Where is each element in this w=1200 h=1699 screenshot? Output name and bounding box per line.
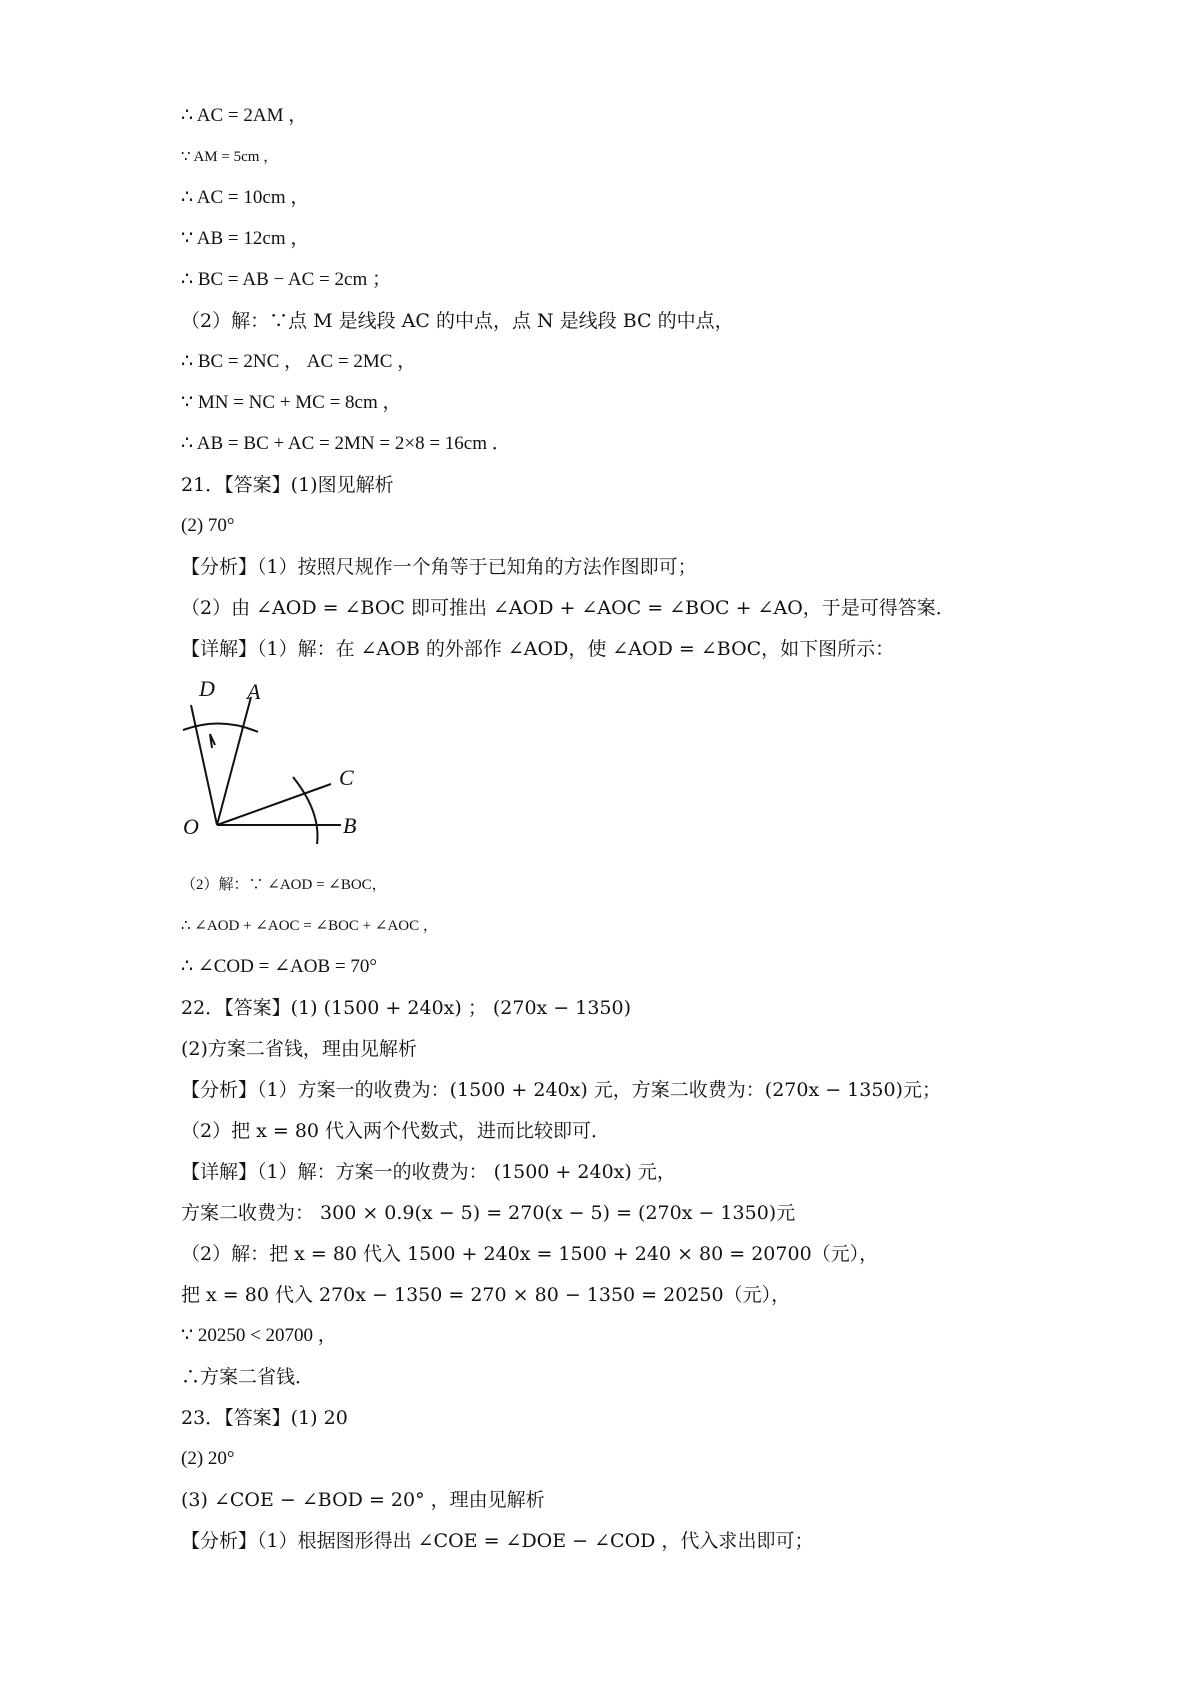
answer-heading: 22．【答案】(1) (1500 + 240x) ； (270x − 1350) bbox=[181, 997, 632, 1019]
text-line: ∴ BC = AB − AC = 2cm ； bbox=[181, 269, 391, 290]
analysis-line: 【分析】（1）方案一的收费为：(1500 + 240x) 元，方案二收费为：(270x − 1350)元； bbox=[181, 1079, 941, 1101]
text-line: ∵ AB = 12cm ， bbox=[181, 228, 310, 249]
text-line: （2）把 x = 80 代入两个代数式，进而比较即可． bbox=[181, 1120, 611, 1142]
text-line: （2）解：∵点 M 是线段 AC 的中点，点 N 是线段 BC 的中点， bbox=[181, 310, 734, 332]
text-line: ∴方案二省钱． bbox=[181, 1366, 315, 1388]
label-c: C bbox=[339, 765, 354, 790]
construction-mark bbox=[210, 734, 215, 748]
text-line: （2）解：∵ ∠AOD = ∠BOC， bbox=[181, 877, 387, 893]
ray-oc bbox=[217, 784, 331, 825]
label-o: O bbox=[183, 814, 199, 839]
text-line: (3) ∠COE − ∠BOD = 20° ，理由见解析 bbox=[181, 1489, 545, 1511]
text-line: ∴ ∠COD = ∠AOB = 70° bbox=[181, 956, 377, 977]
text-line: ∴ ∠AOD + ∠AOC = ∠BOC + ∠AOC ， bbox=[181, 918, 438, 934]
text-line: 把 x = 80 代入 270x − 1350 = 270 × 80 − 1350 = 20250（元）， bbox=[181, 1284, 791, 1306]
angle-construction-figure bbox=[181, 672, 391, 847]
ray-oa bbox=[217, 697, 251, 825]
answer-heading: 21．【答案】(1)图见解析 bbox=[181, 474, 394, 496]
text-line: (2) 20° bbox=[181, 1448, 235, 1469]
text-line: ∴ AC = 2AM ， bbox=[181, 105, 308, 126]
text-line: ∴ BC = 2NC ， AC = 2MC ， bbox=[181, 351, 417, 372]
text-line: 方案二收费为： 300 × 0.9(x − 5) = 270(x − 5) = (270x − 1350)元 bbox=[181, 1202, 796, 1224]
text-line: ∵ MN = NC + MC = 8cm ， bbox=[181, 392, 402, 413]
detail-line: 【详解】（1）解：方案一的收费为： (1500 + 240x) 元， bbox=[181, 1161, 676, 1183]
text-line: ∴ AB = BC + AC = 2MN = 2×8 = 16cm ． bbox=[181, 433, 511, 454]
text-line: (2) 70° bbox=[181, 515, 235, 536]
text-line: (2)方案二省钱，理由见解析 bbox=[181, 1038, 417, 1060]
label-d: D bbox=[199, 676, 215, 701]
analysis-line: 【分析】（1）按照尺规作一个角等于已知角的方法作图即可； bbox=[181, 556, 697, 578]
answer-heading: 23．【答案】(1) 20 bbox=[181, 1407, 348, 1429]
analysis-line: 【分析】（1）根据图形得出 ∠COE = ∠DOE − ∠COD ，代入求出即可； bbox=[181, 1530, 814, 1552]
arc-upper bbox=[183, 723, 258, 732]
text-line: （2）解：把 x = 80 代入 1500 + 240x = 1500 + 240 × 80 = 20700（元）， bbox=[181, 1243, 879, 1265]
text-line: ∵ AM = 5cm ， bbox=[181, 149, 279, 165]
text-line: （2）由 ∠AOD = ∠BOC 即可推出 ∠AOD + ∠AOC = ∠BOC + ∠AO，于是可得答案． bbox=[181, 597, 955, 619]
detail-line: 【详解】（1）解：在 ∠AOB 的外部作 ∠AOD，使 ∠AOD = ∠BOC，如下图所示： bbox=[181, 638, 895, 660]
label-b: B bbox=[343, 813, 357, 838]
text-line: ∴ AC = 10cm ， bbox=[181, 187, 310, 208]
arc-lower bbox=[293, 777, 318, 844]
text-line: ∵ 20250 < 20700 ， bbox=[181, 1325, 337, 1346]
label-a: A bbox=[247, 679, 261, 704]
